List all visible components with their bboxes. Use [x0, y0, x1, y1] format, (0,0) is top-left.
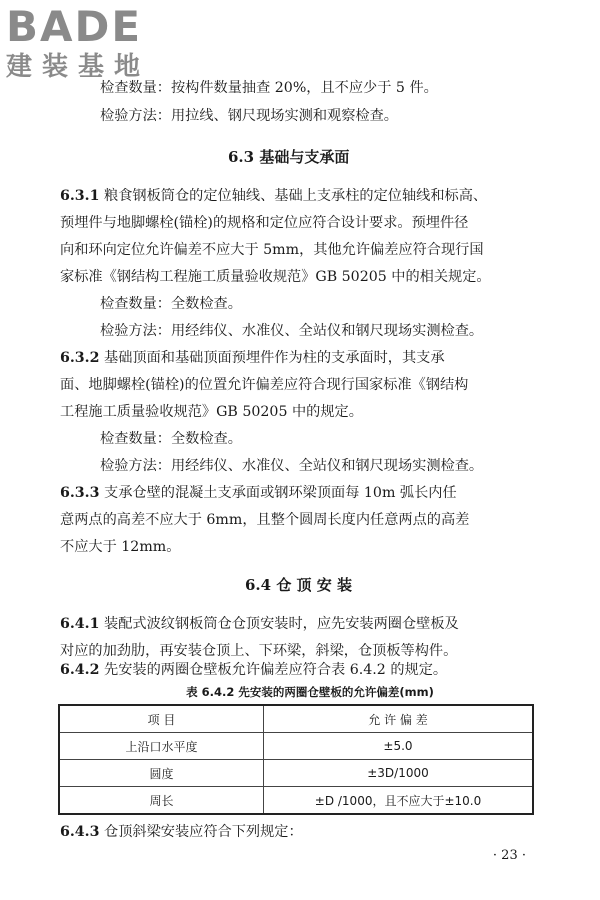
- clause-text: 支承仓壁的混凝土支承面或钢环梁顶面每 10m 弧长内任: [99, 485, 457, 501]
- tolerance-table: [58, 704, 534, 815]
- line-check-quantity-1: 检查数量：按构件数量抽查 20%，且不应少于 5 件。: [100, 80, 438, 96]
- clause-text: 基础顶面和基础顶面预埋件作为柱的支承面时，其支承: [99, 350, 445, 366]
- table-cell-tolerance: ±3D/1000: [367, 766, 429, 780]
- clause-6-3-3-line-3: 不应大于 12mm。: [60, 539, 181, 555]
- clause-6-3-1-line-3: 向和环向定位允许偏差不应大于 5mm，其他允许偏差应符合现行国: [60, 242, 484, 258]
- clause-6-3-1-line-1: [60, 186, 487, 206]
- table-title: 表 6.4.2 先安装的两圈仓壁板的允许偏差(mm): [186, 685, 434, 699]
- section-title-6-4: 6.4 仓 顶 安 装: [245, 576, 352, 594]
- table-header-item: 项 目: [60, 706, 264, 732]
- clause-text: 粮食钢板筒仓的定位轴线、基础上支承柱的定位轴线和标高、: [99, 188, 488, 204]
- table-cell-item: 周长: [60, 787, 264, 813]
- table-cell-tolerance: ±D /1000，且不应大于±10.0: [314, 793, 482, 808]
- clause-number: 6.4.1: [60, 616, 100, 632]
- table-header-tolerance: 允 许 偏 差: [368, 712, 428, 727]
- table-row: [60, 759, 532, 786]
- line-check-method-3: 检验方法：用经纬仪、水准仪、全站仪和钢尺现场实测检查。: [100, 458, 484, 474]
- page-number: · 23 ·: [492, 848, 526, 863]
- line-check-quantity-2: 检查数量：全数检查。: [100, 296, 242, 312]
- clause-6-4-1-line-2: 对应的加劲肋，再安装仓顶上、下环梁，斜梁，仓顶板等构件。: [60, 643, 458, 659]
- clause-number: 6.3.2: [60, 350, 100, 366]
- clause-number: 6.4.2: [60, 662, 100, 678]
- line-check-quantity-3: 检查数量：全数检查。: [100, 431, 242, 447]
- clause-6-3-2-line-2: 面、地脚螺栓(锚栓)的位置允许偏差应符合现行国家标准《钢结构: [60, 377, 469, 393]
- clause-6-4-2-line-1: [60, 660, 447, 680]
- clause-text: 仓顶斜梁安装应符合下列规定：: [99, 824, 303, 840]
- clause-6-4-3-line-1: [60, 822, 303, 842]
- table-cell-item: 圆度: [60, 760, 264, 786]
- table-cell-tolerance: ±5.0: [383, 739, 413, 753]
- clause-6-3-2-line-1: [60, 348, 445, 368]
- clause-text: 先安装的两圈仓壁板允许偏差应符合表 6.4.2 的规定。: [99, 662, 448, 678]
- line-check-method-2: 检验方法：用经纬仪、水准仪、全站仪和钢尺现场实测检查。: [100, 323, 484, 339]
- clause-6-3-1-line-4: 家标准《钢结构工程施工质量验收规范》GB 50205 中的相关规定。: [60, 269, 491, 285]
- logo-chinese: 建装基地: [6, 52, 151, 82]
- clause-number: 6.3.1: [60, 188, 100, 204]
- table-row: [60, 786, 532, 813]
- clause-number: 6.3.3: [60, 485, 100, 501]
- clause-6-3-3-line-2: 意两点的高差不应大于 6mm，且整个圆周长度内任意两点的高差: [60, 512, 470, 528]
- table-cell-item: 上沿口水平度: [60, 733, 264, 759]
- clause-text: 装配式波纹钢板筒仓仓顶安装时，应先安装两圈仓壁板及: [99, 616, 459, 632]
- clause-6-3-1-line-2: 预埋件与地脚螺栓(锚栓)的规格和定位应符合设计要求。预埋件径: [60, 215, 469, 231]
- section-title-6-3: 6.3 基础与支承面: [228, 148, 350, 166]
- logo-wordmark: BADE: [6, 2, 143, 51]
- clause-number: 6.4.3: [60, 824, 100, 840]
- line-check-method-1: 检验方法：用拉线、钢尺现场实测和观察检查。: [100, 108, 398, 124]
- clause-6-4-1-line-1: [60, 614, 459, 634]
- bade-logo: [6, 4, 176, 82]
- table-header-row: [60, 706, 532, 732]
- clause-6-3-3-line-1: [60, 483, 457, 503]
- table-row: [60, 732, 532, 759]
- clause-6-3-2-line-3: 工程施工质量验收规范》GB 50205 中的规定。: [60, 404, 363, 420]
